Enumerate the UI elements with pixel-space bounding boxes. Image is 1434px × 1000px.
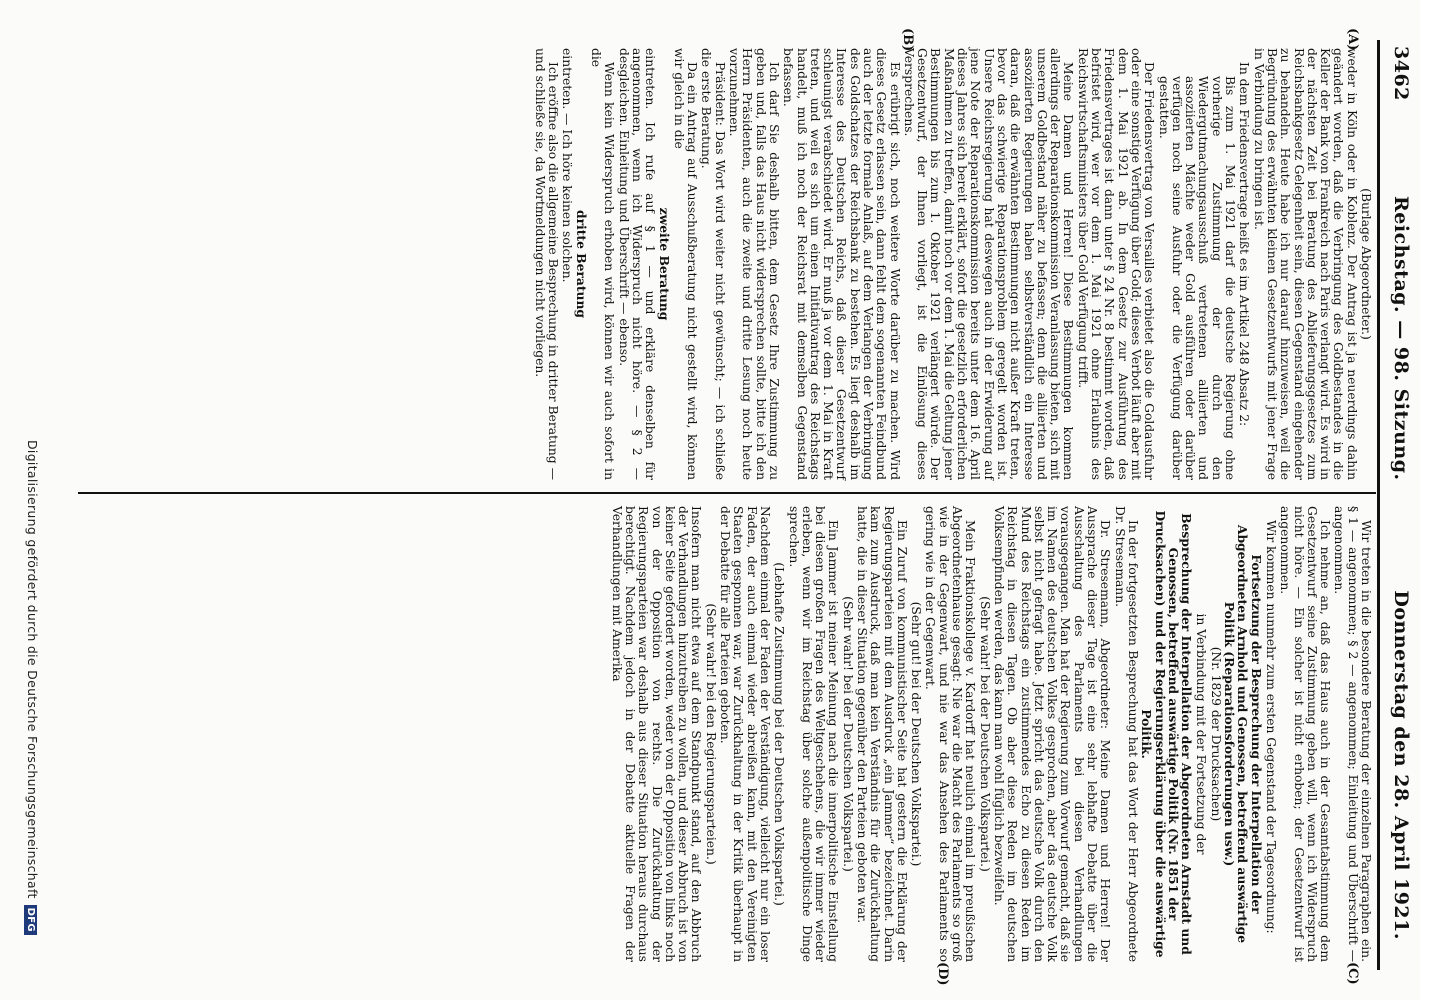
margin-mark-b: (B)	[900, 28, 915, 52]
speech-paragraph: Nachdem einmal der Faden der Verständigung, vielleicht nur ein loser Faden, der auch einmal wieder abreißen kann, mit den Vereinigten Staaten gesponnen war, war Zurückhaltung in der Kritik überhaupt in der Debatte für alle Parteien geboten.	[718, 506, 772, 962]
margin-mark-a: (A)	[1345, 28, 1360, 51]
footer-text: Digitalisierung gefördert durch die Deutsche Forschungsgemeinschaft	[25, 440, 40, 899]
column-divider	[78, 492, 1376, 494]
agenda-item-heading: Besprechung der Interpellation der Abgeordneten Arnstadt und Genossen, betreffend auswärtige Politik (Nr. 1851 der Drucksachen) und der Regierungserklärung über die auswärtige Politik.	[1139, 510, 1195, 958]
paragraph: Es erübrigt sich, noch weitere Worte darüber zu machen. Wird dieses Gesetz erlassen sein, dann fehlt dem sogenannten Feindbund auch der letzte formale Anlaß, auf dem Verlangen der Verbringung des Goldschatzes der Reichsbank zu bestehen. Es liegt deshalb im Interesse des Deutschen Reichs, daß dieser Gesetzentwurf schleunigst verabschiedet wird. Er muß ja vor dem 1. Mai in Kraft treten, und weil es sich um einen Initiativantrag des Reichstags handelt, muß ich noch der Reichsrat mit demselben Gegenstand befassen.	[781, 48, 902, 480]
quoted-article: Bis zum 1. Mai 1921 darf die deutsche Regierung ohne vorherige Zustimmung der durch den Wiedergutmachungsausschuß vertretenen alliierten und assoziierten Mächte weder Gold ausführen oder darüber verfügen noch seine Ausfuhr oder die Verfügung darüber gestatten.	[1156, 76, 1238, 480]
paragraph: In dem Friedensvertrage heißt es im Artikel 248 Absatz 2:	[1237, 62, 1252, 427]
speech-paragraph: Dr. Stresemann, Abgeordneter: Meine Damen und Herren! Der Aussprache dieser Tage ist eine sehr lebhafte Debatte über die Ausschaltung des Parlaments bei diesen Verhandlungen vorausgegangen. Man hat der Regierung zum Vorwurf gemacht, daß sie im Namen des deutschen Volkes gesprochen, aber das deutsche Volk selbst nicht gefragt habe. Jetzt spricht das deutsche Volk durch den Mund des Reichstags ein zustimmendes Echo zu diesen Reden im Reichstag in diesen Tagen. Ob aber diese Reden im deutschen Volksempfinden werden, das kann man wohl füglich bezweifeln.	[991, 506, 1113, 962]
paragraph: weder in Köln oder in Koblenz. Der Antrag ist ja neuerdings dahin geändert worden, daß die Verbringung des Goldbestandes in die Keller der Bank von Frankreich nach Paris verlangt wird. Es wird in der nächsten Zeit bei Beratung des Ablieferungsgesetzes zum Reichsbankgesetz Gelegenheit sein, diesen Gegenstand eingehender zu behandeln. Heute habe ich nur darauf hinzuweisen, weil die Begründung des erwähnten kleinen Gesetzentwurfs mit jener Frage in Verbindung zu bringen ist.	[1251, 48, 1359, 480]
section-heading-third-reading: dritte Beratung	[573, 209, 589, 319]
left-column	[532, 48, 1372, 480]
paragraph: Ich darf Sie deshalb bitten, dem Gesetz Ihre Zustimmung zu geben und, falls das Haus nicht widersprechen sollte, bitte ich den Herrn Präsidenten, auch die zweite und dritte Lesung noch heute vorzunehmen.	[727, 48, 781, 480]
section-heading-second-reading: zweite Beratung	[656, 207, 672, 321]
page-number: 3462	[1390, 46, 1412, 101]
page-header	[1384, 46, 1412, 960]
president-statement: Präsident: Das Wort wird weiter nicht gewünscht; — ich schließe die erste Beratung.	[699, 48, 727, 480]
margin-mark-c: (C)	[1345, 962, 1360, 985]
session-title: Reichstag. — 98. Sitzung.	[1390, 196, 1412, 481]
speech-paragraph: Insofern man nicht etwa auf dem Standpunkt stand, auf den Abbruch der Verhandlungen hinzutreiben zu wollen, und dieser Abbruch ist von keiner Seite gefordert worden, weder von der Opposition von links noch von der Opposition von rechts. Die Zurückhaltung der Regierungsparteien war deshalb aus dieser Situation heraus durchaus berechtigt. Nachdem jedoch in der Debatte aktuelle Fragen der Verhandlungen mit Amerika	[609, 506, 704, 962]
paragraph: Da ein Antrag auf Ausschußberatung nicht gestellt wird, können wir gleich in die	[671, 48, 700, 480]
paragraph: Wir treten in die besondere Beratung der einzelnen Paragraphen ein. § 1 — angenommen; § 2 — angenommen; Einleitung und Überschrift — angenommen.	[1332, 506, 1373, 962]
interjection: (Sehr gut! bei der Deutschen Volkspartei.)	[909, 601, 924, 867]
paragraph: Ich eröffne also die allgemeine Besprechung in dritter Beratung — und schließe sie, da Wortmeldungen nicht vorliegen.	[532, 48, 561, 480]
speech-paragraph: Mein Fraktionskollege v. Kardorff hat neulich einmal im preußischen Abgeordnetenhause gesagt: Nie war die Macht des Parlaments so groß wie in der Gegenwart, und nie war das Ansehen des Parlaments so gering wie in der Gegenwart.	[923, 506, 978, 962]
paragraph: eintreten. Ich rufe auf § 1 — und erkläre denselben für angenommen, wenn ich Widerspruch nicht höre. — § 2 — desgleichen. Einleitung und Überschrift — ebenso.	[616, 48, 658, 480]
speaker-note: (Burlage Abgeordneter.)	[1359, 188, 1373, 340]
agenda-item-heading: Fortsetzung der Besprechung der Interpellation der Abgeordneten Arnhold und Genossen, betreffend auswärtige Politik (Reparationsforderungen usw.)	[1222, 524, 1264, 944]
paragraph: Der Friedensvertrag von Versailles verbietet also die Goldausfuhr oder eine sonstige Verfügung über Gold; dieses Verbot läuft aber mit dem 1. Mai 1921 ab. In dem Gesetz zur Ausführung des Friedensvertrages ist dann unter § 24 Nr. 8 bestimmt worden, daß befristet wird, wer vor dem 1. Mai 1921 ohne Erlaubnis des Reichswirtschaftsministers über Gold Verfügung trifft.	[1075, 48, 1157, 480]
paragraph: In der fortgesetzten Besprechung hat das Wort der Herr Abgeordnete Dr. Stresemann.	[1112, 506, 1140, 962]
margin-mark-d: (D)	[935, 962, 950, 986]
speech-paragraph: Ein Zuruf von kommunistischer Seite hat gestern die Erklärung der Regierungsparteien mit dem Ausdruck „ein Jammer“ bezeichnet. Darin kam zum Ausdruck, daß man kein Verständnis für die Zurückhaltung hatte, die in dieser Situation gegenüber den Parteien geboten war.	[855, 506, 909, 962]
paragraph: Meine Damen und Herren! Diese Bestimmungen kommen allerdings der Reparationskommission Veranlassung bieten, sich mit unserem Goldbestand näher zu befassen; denn die alliierten und assoziierten Regierungen haben selbstverständlich ein Interesse daran, daß die erwähnten Bestimmungen nicht außer Kraft treten, bevor das schwierige Reparationsproblem geregelt worden ist. Unsere Reichsregierung hat deswegen auch in der Erwiderung auf jene Note der Reparationskommission bereits unter dem 16. April dieses Jahres sich bereit erklärt, sofort die gesetzlich erforderlichen Maßnahmen zu treffen, damit noch vor dem 1. Mai die Geltung jener Bestimmungen bis zum 1. Oktober 1921 verlängert würde. Der Gesetzentwurf, der Ihnen vorliegt, ist die Einlösung dieses Versprechens.	[901, 48, 1076, 480]
interjection: (Sehr wahr! bei der Deutschen Volkspartei.)	[840, 596, 855, 872]
speech-paragraph: Ein Jammer ist meiner Meinung nach die innerpolitische Einstellung bei diesen großen Fragen des Weltgeschehens, die wir immer wieder erleben, wenn wir im Reichstag über solche außenpolitische Dinge sprechen.	[786, 506, 841, 962]
print-reference: (Nr. 1829 der Drucksachen)	[1208, 646, 1223, 822]
interjection: (Sehr wahr! bei der Deutschen Volkspartei.)	[977, 596, 992, 872]
paragraph: Wir kommen nunmehr zum ersten Gegenstand der Tagesordnung:	[1263, 520, 1278, 934]
connector-text: in Verbindung mit der Fortsetzung der	[1194, 613, 1209, 855]
paragraph: Wenn kein Widerspruch erhoben wird, können wir auch sofort in die	[589, 48, 617, 480]
session-date: Donnerstag den 28. April 1921.	[1390, 590, 1412, 940]
right-column	[608, 506, 1372, 962]
paragraph: Ich nehme an, daß das Haus auch in der Gesamtabstimmung dem Gesetzentwurf seine Zustimmung geben will, wenn ich Widerspruch nicht höre. — Ein solcher ist nicht erhoben; der Gesetzentwurf ist angenommen.	[1278, 506, 1333, 962]
paragraph: eintreten. — Ich höre keinen solchen.	[560, 48, 575, 283]
dfg-logo: DFG	[24, 905, 37, 935]
header-rule	[1377, 40, 1380, 970]
interjection: (Sehr wahr! bei den Regierungsparteien.)	[703, 603, 718, 865]
interjection: (Lebhafte Zustimmung bei der Deutschen Volkspartei.)	[772, 562, 787, 906]
